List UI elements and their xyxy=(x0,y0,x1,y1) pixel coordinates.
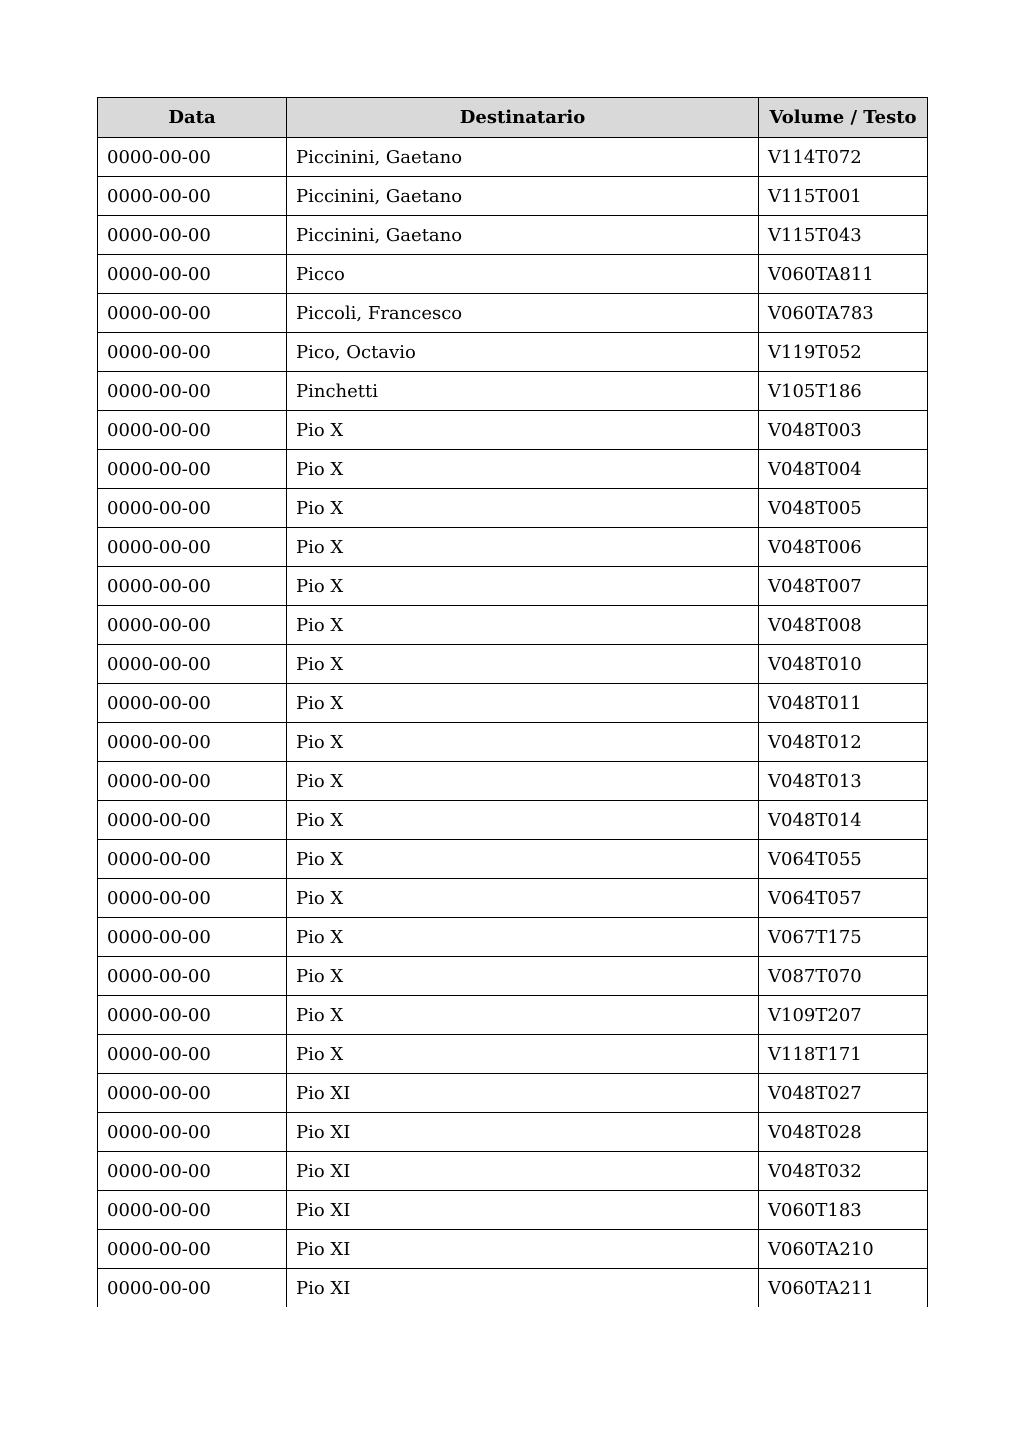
cell-destinatario: Pio X xyxy=(287,489,759,528)
cell-data: 0000-00-00 xyxy=(98,255,287,294)
cell-data: 0000-00-00 xyxy=(98,996,287,1035)
table-row xyxy=(98,411,928,450)
cell-destinatario: Piccoli, Francesco xyxy=(287,294,759,333)
cell-volume-testo: V060TA811 xyxy=(759,255,928,294)
cell-data: 0000-00-00 xyxy=(98,489,287,528)
cell-data: 0000-00-00 xyxy=(98,957,287,996)
cell-data: 0000-00-00 xyxy=(98,216,287,255)
table-row xyxy=(98,528,928,567)
cell-volume-testo: V064T057 xyxy=(759,879,928,918)
cell-data: 0000-00-00 xyxy=(98,1191,287,1230)
cell-volume-testo: V109T207 xyxy=(759,996,928,1035)
table-row xyxy=(98,138,928,177)
table-row xyxy=(98,723,928,762)
cell-data: 0000-00-00 xyxy=(98,528,287,567)
cell-destinatario: Piccinini, Gaetano xyxy=(287,177,759,216)
table-row xyxy=(98,1269,928,1308)
cell-volume-testo: V048T028 xyxy=(759,1113,928,1152)
cell-destinatario: Pio X xyxy=(287,411,759,450)
cell-data: 0000-00-00 xyxy=(98,333,287,372)
cell-volume-testo: V048T013 xyxy=(759,762,928,801)
cell-volume-testo: V105T186 xyxy=(759,372,928,411)
cell-destinatario: Pio XI xyxy=(287,1074,759,1113)
table-row xyxy=(98,606,928,645)
cell-volume-testo: V060TA210 xyxy=(759,1230,928,1269)
cell-data: 0000-00-00 xyxy=(98,294,287,333)
table-row xyxy=(98,645,928,684)
cell-destinatario: Pio X xyxy=(287,957,759,996)
cell-destinatario: Pio XI xyxy=(287,1152,759,1191)
cell-data: 0000-00-00 xyxy=(98,1152,287,1191)
cell-volume-testo: V048T011 xyxy=(759,684,928,723)
cell-destinatario: Pinchetti xyxy=(287,372,759,411)
table-body xyxy=(98,138,928,1308)
table-row xyxy=(98,333,928,372)
cell-destinatario: Pio XI xyxy=(287,1230,759,1269)
cell-data: 0000-00-00 xyxy=(98,918,287,957)
letters-index-table xyxy=(97,97,928,1307)
table-row xyxy=(98,996,928,1035)
cell-destinatario: Picco xyxy=(287,255,759,294)
cell-volume-testo: V060TA783 xyxy=(759,294,928,333)
cell-volume-testo: V087T070 xyxy=(759,957,928,996)
header-data: Data xyxy=(98,98,287,138)
cell-destinatario: Pio X xyxy=(287,645,759,684)
table-row xyxy=(98,1191,928,1230)
cell-data: 0000-00-00 xyxy=(98,411,287,450)
cell-destinatario: Pio X xyxy=(287,528,759,567)
cell-data: 0000-00-00 xyxy=(98,1074,287,1113)
cell-volume-testo: V114T072 xyxy=(759,138,928,177)
cell-destinatario: Pio X xyxy=(287,684,759,723)
cell-volume-testo: V048T006 xyxy=(759,528,928,567)
table-row xyxy=(98,879,928,918)
cell-data: 0000-00-00 xyxy=(98,801,287,840)
cell-destinatario: Pio X xyxy=(287,996,759,1035)
cell-destinatario: Pio X xyxy=(287,1035,759,1074)
cell-data: 0000-00-00 xyxy=(98,1035,287,1074)
cell-data: 0000-00-00 xyxy=(98,645,287,684)
cell-volume-testo: V115T001 xyxy=(759,177,928,216)
cell-volume-testo: V060TA211 xyxy=(759,1269,928,1308)
table-row xyxy=(98,372,928,411)
cell-data: 0000-00-00 xyxy=(98,840,287,879)
cell-data: 0000-00-00 xyxy=(98,138,287,177)
table-row xyxy=(98,1152,928,1191)
cell-volume-testo: V048T010 xyxy=(759,645,928,684)
table-row xyxy=(98,294,928,333)
cell-volume-testo: V119T052 xyxy=(759,333,928,372)
cell-destinatario: Pio X xyxy=(287,567,759,606)
cell-destinatario: Pio X xyxy=(287,762,759,801)
table-row xyxy=(98,1074,928,1113)
table-row xyxy=(98,684,928,723)
cell-destinatario: Pio X xyxy=(287,918,759,957)
cell-destinatario: Pio X xyxy=(287,840,759,879)
header-destinatario: Destinatario xyxy=(287,98,759,138)
cell-volume-testo: V048T004 xyxy=(759,450,928,489)
table-row xyxy=(98,567,928,606)
cell-data: 0000-00-00 xyxy=(98,450,287,489)
table-row xyxy=(98,801,928,840)
header-volume-testo: Volume / Testo xyxy=(759,98,928,138)
cell-data: 0000-00-00 xyxy=(98,177,287,216)
cell-destinatario: Pico, Octavio xyxy=(287,333,759,372)
cell-destinatario: Pio X xyxy=(287,879,759,918)
cell-destinatario: Pio XI xyxy=(287,1191,759,1230)
cell-volume-testo: V048T012 xyxy=(759,723,928,762)
table-row xyxy=(98,177,928,216)
cell-volume-testo: V048T027 xyxy=(759,1074,928,1113)
cell-destinatario: Pio X xyxy=(287,450,759,489)
table-row xyxy=(98,762,928,801)
cell-data: 0000-00-00 xyxy=(98,879,287,918)
cell-volume-testo: V048T032 xyxy=(759,1152,928,1191)
table-row xyxy=(98,840,928,879)
cell-volume-testo: V115T043 xyxy=(759,216,928,255)
cell-volume-testo: V064T055 xyxy=(759,840,928,879)
cell-destinatario: Pio X xyxy=(287,723,759,762)
cell-data: 0000-00-00 xyxy=(98,606,287,645)
cell-volume-testo: V118T171 xyxy=(759,1035,928,1074)
cell-destinatario: Piccinini, Gaetano xyxy=(287,216,759,255)
cell-destinatario: Pio X xyxy=(287,801,759,840)
cell-data: 0000-00-00 xyxy=(98,1269,287,1308)
table-row xyxy=(98,1035,928,1074)
cell-destinatario: Pio XI xyxy=(287,1269,759,1308)
table-row xyxy=(98,1113,928,1152)
table-row xyxy=(98,216,928,255)
table-header xyxy=(98,98,928,138)
table-row xyxy=(98,489,928,528)
cell-volume-testo: V048T007 xyxy=(759,567,928,606)
header-row xyxy=(98,98,928,138)
cell-destinatario: Piccinini, Gaetano xyxy=(287,138,759,177)
cell-volume-testo: V060T183 xyxy=(759,1191,928,1230)
cell-data: 0000-00-00 xyxy=(98,1230,287,1269)
cell-data: 0000-00-00 xyxy=(98,1113,287,1152)
cell-volume-testo: V048T003 xyxy=(759,411,928,450)
table-row xyxy=(98,255,928,294)
cell-volume-testo: V048T014 xyxy=(759,801,928,840)
cell-data: 0000-00-00 xyxy=(98,723,287,762)
cell-data: 0000-00-00 xyxy=(98,684,287,723)
cell-destinatario: Pio XI xyxy=(287,1113,759,1152)
table-row xyxy=(98,1230,928,1269)
cell-destinatario: Pio X xyxy=(287,606,759,645)
cell-volume-testo: V048T008 xyxy=(759,606,928,645)
cell-data: 0000-00-00 xyxy=(98,762,287,801)
cell-volume-testo: V048T005 xyxy=(759,489,928,528)
cell-data: 0000-00-00 xyxy=(98,567,287,606)
cell-data: 0000-00-00 xyxy=(98,372,287,411)
table-row xyxy=(98,957,928,996)
cell-volume-testo: V067T175 xyxy=(759,918,928,957)
table-row xyxy=(98,450,928,489)
table-row xyxy=(98,918,928,957)
